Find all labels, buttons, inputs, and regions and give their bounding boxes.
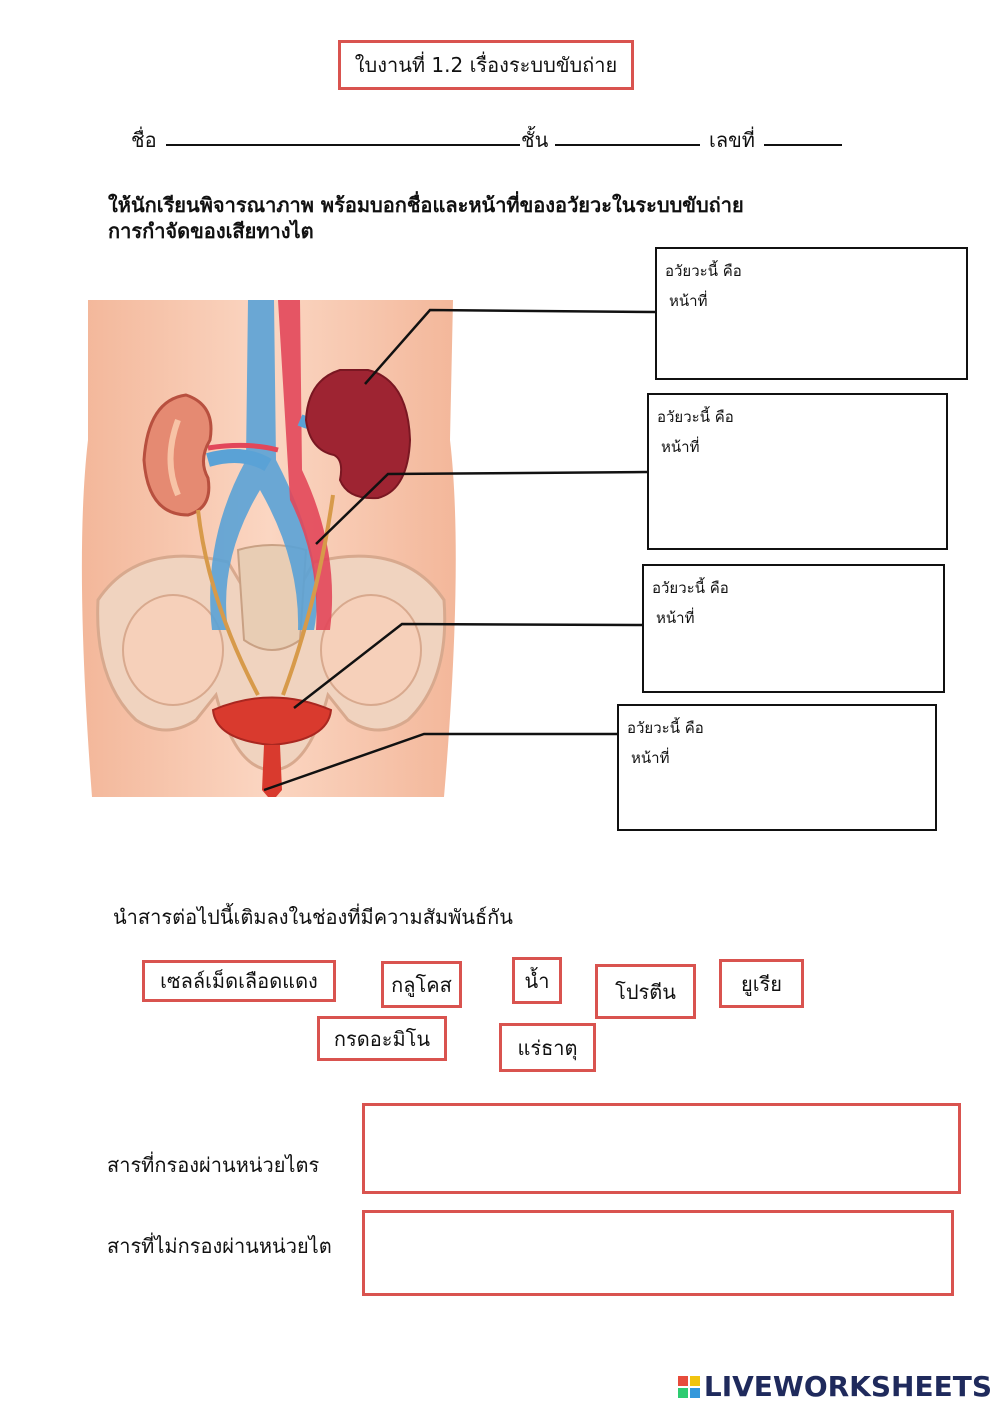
class-label: ชั้น: [521, 128, 549, 152]
filtered-label: สารที่กรองผ่านหน่วยไตร: [107, 1153, 320, 1177]
chip-minerals[interactable]: แร่ธาตุ: [499, 1023, 596, 1072]
number-blank[interactable]: [764, 144, 842, 146]
filtered-drop-zone[interactable]: [362, 1103, 961, 1194]
organ-answer-box-1[interactable]: [655, 247, 968, 380]
organ-prompt: อวัยวะนี้ คือ: [665, 262, 742, 280]
not-filtered-drop-zone[interactable]: [362, 1210, 954, 1296]
organ-prompt: อวัยวะนี้ คือ: [627, 719, 704, 737]
chip-protein[interactable]: โปรตีน: [595, 964, 696, 1019]
name-blank[interactable]: [166, 144, 520, 146]
function-prompt: หน้าที่: [661, 438, 700, 456]
fill-instruction: นำสารต่อไปนี้เติมลงในช่องที่มีความสัมพันธ์กัน: [113, 905, 513, 929]
function-prompt: หน้าที่: [656, 609, 695, 627]
instruction-line-2: การกำจัดของเสียทางไต: [108, 219, 314, 243]
function-prompt: หน้าที่: [669, 292, 708, 310]
organ-prompt: อวัยวะนี้ คือ: [657, 408, 734, 426]
name-label: ชื่อ: [131, 128, 157, 152]
chip-glucose[interactable]: กลูโคส: [381, 961, 462, 1008]
instruction-line-1: ให้นักเรียนพิจารณาภาพ พร้อมบอกชื่อและหน้าที่ของอวัยวะในระบบขับถ่าย: [108, 193, 744, 217]
not-filtered-label: สารที่ไม่กรองผ่านหน่วยไต: [107, 1234, 332, 1258]
brand-name: LIVEWORKSHEETS: [703, 1370, 992, 1403]
number-label: เลขที่: [709, 128, 755, 152]
liveworksheets-logo: [678, 1370, 992, 1403]
organ-answer-box-4[interactable]: [617, 704, 937, 831]
function-prompt: หน้าที่: [631, 749, 670, 767]
organ-prompt: อวัยวะนี้ คือ: [652, 579, 729, 597]
organ-answer-box-3[interactable]: [642, 564, 945, 693]
urinary-system-illustration: [78, 300, 465, 797]
organ-answer-box-2[interactable]: [647, 393, 948, 550]
chip-urea[interactable]: ยูเรีย: [719, 959, 804, 1008]
class-blank[interactable]: [555, 144, 700, 146]
chip-red-blood-cells[interactable]: เซลล์เม็ดเลือดแดง: [142, 960, 336, 1002]
chip-water[interactable]: น้ำ: [512, 957, 562, 1004]
worksheet-title: ใบงานที่ 1.2 เรื่องระบบขับถ่าย: [338, 40, 634, 90]
logo-mark-icon: [678, 1376, 700, 1398]
chip-amino-acids[interactable]: กรดอะมิโน: [317, 1016, 447, 1061]
